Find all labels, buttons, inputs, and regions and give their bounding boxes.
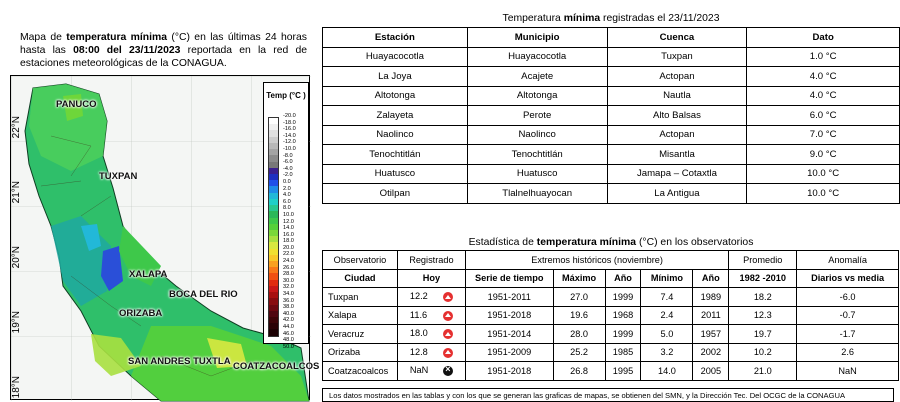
column-header: Estación xyxy=(323,28,468,48)
table-cell: -0.7 xyxy=(797,306,899,325)
table-cell: Misantla xyxy=(607,145,747,165)
table-cell: Nautla xyxy=(607,86,747,106)
group-header: Promedio xyxy=(729,251,797,270)
city-label-san-andres-tuxtla: SAN ANDRES TUXTLA xyxy=(128,356,231,367)
latitude-label: 19°N xyxy=(11,311,22,334)
table-cell: 4.0 °C xyxy=(747,67,900,87)
legend-title: Temp (°C ) xyxy=(266,91,306,100)
legend-labels xyxy=(283,113,309,350)
footnote: Los datos mostrados en las tablas y con los que se generan las graficas de mapas, se obtienen del SMN, y la Dirección Tec. Del OCGC de la CONAGUA xyxy=(322,388,894,402)
today-value: 11.6 xyxy=(409,309,428,320)
legend-label: 6.0 xyxy=(283,198,291,205)
latitude-label: 20°N xyxy=(11,246,22,269)
table-row xyxy=(323,125,900,145)
column-header: Dato xyxy=(747,28,900,48)
group-header: Anomalía xyxy=(797,251,899,270)
legend-label: 24.0 xyxy=(283,258,294,265)
latitude-label: 21°N xyxy=(11,181,22,204)
table-cell: 3.2 xyxy=(641,343,693,362)
legend-label: 50.0 xyxy=(283,343,294,350)
status-up-icon xyxy=(443,329,453,339)
table-cell: La Joya xyxy=(323,67,468,87)
legend-label: -14.0 xyxy=(283,132,296,139)
table-cell: 14.0 xyxy=(641,362,693,381)
table-cell: 10.0 °C xyxy=(747,164,900,184)
table-cell: 4.0 °C xyxy=(747,86,900,106)
group-header: Extremos históricos (noviembre) xyxy=(465,251,728,270)
table-cell: 26.8 xyxy=(553,362,605,381)
table-cell: 1951-2011 xyxy=(465,288,553,307)
column-header: Año xyxy=(605,269,641,288)
today-value: NaN xyxy=(409,365,429,376)
legend-label: -10.0 xyxy=(283,145,296,152)
table-cell: -1.7 xyxy=(797,325,899,344)
table-group-header-row xyxy=(323,251,899,270)
table-cell: 21.0 xyxy=(729,362,797,381)
table-row xyxy=(323,184,900,204)
status-up-icon xyxy=(443,311,453,321)
table-cell: 2002 xyxy=(693,343,729,362)
legend-label: -18.0 xyxy=(283,119,296,126)
table-cell: Altotonga xyxy=(467,86,607,106)
legend-label: 34.0 xyxy=(283,291,294,298)
table-cell: 19.6 xyxy=(553,306,605,325)
table-cell: Naolinco xyxy=(467,125,607,145)
table-cell xyxy=(397,306,465,325)
legend-label: 48.0 xyxy=(283,337,294,344)
table-cell: Huayacocotla xyxy=(467,47,607,67)
table-cell: Coatzacoalcos xyxy=(323,362,398,381)
table-cell: 1999 xyxy=(605,325,641,344)
status-missing-icon xyxy=(443,366,453,376)
city-label-boca-del-rio: BOCA DEL RIO xyxy=(169,289,238,300)
table-cell: Tenochtitlán xyxy=(467,145,607,165)
table-cell: 2011 xyxy=(693,306,729,325)
legend-label: 2.0 xyxy=(283,185,291,192)
table-cell: Actopan xyxy=(607,67,747,87)
table-cell: Naolinco xyxy=(323,125,468,145)
legend-label: 20.0 xyxy=(283,244,294,251)
legend-label: 26.0 xyxy=(283,264,294,271)
legend-label: 8.0 xyxy=(283,205,291,212)
table-cell: Jamapa – Cotaxtla xyxy=(607,164,747,184)
status-up-icon xyxy=(443,292,453,302)
column-header: Serie de tiempo xyxy=(465,269,553,288)
table-cell: Orizaba xyxy=(323,343,398,362)
table1-title: Temperatura mínima registradas el 23/11/2023 xyxy=(502,13,720,24)
table-row xyxy=(323,164,900,184)
table-cell: 12.3 xyxy=(729,306,797,325)
table-cell: Altotonga xyxy=(323,86,468,106)
legend-label: 4.0 xyxy=(283,192,291,199)
today-value: 12.8 xyxy=(409,346,428,357)
table-cell: 25.2 xyxy=(553,343,605,362)
legend-label: 46.0 xyxy=(283,330,294,337)
table-row xyxy=(323,145,900,165)
table-cell: 1985 xyxy=(605,343,641,362)
legend-swatch xyxy=(269,329,278,335)
legend-label: -16.0 xyxy=(283,126,296,133)
column-header: Máximo xyxy=(553,269,605,288)
legend-label: -4.0 xyxy=(283,165,293,172)
min-temperature-table xyxy=(322,27,900,204)
table-cell xyxy=(397,288,465,307)
table-cell xyxy=(397,362,465,381)
table-cell: 1995 xyxy=(605,362,641,381)
group-header: Registrado xyxy=(397,251,465,270)
legend-label: 22.0 xyxy=(283,251,294,258)
table-cell: Huatusco xyxy=(323,164,468,184)
legend-label: 42.0 xyxy=(283,317,294,324)
column-header: Hoy xyxy=(397,269,465,288)
table-cell: 1951-2014 xyxy=(465,325,553,344)
latitude-label: 18°N xyxy=(11,376,22,399)
column-header: 1982 -2010 xyxy=(729,269,797,288)
table-cell: Huatusco xyxy=(467,164,607,184)
table-cell: 6.0 °C xyxy=(747,106,900,126)
table-row xyxy=(323,67,900,87)
table-cell: Xalapa xyxy=(323,306,398,325)
today-value: 18.0 xyxy=(409,328,428,339)
legend-label: 12.0 xyxy=(283,218,294,225)
table-cell: 1989 xyxy=(693,288,729,307)
legend-label: 38.0 xyxy=(283,304,294,311)
table-cell: Acajete xyxy=(467,67,607,87)
table-cell: -6.0 xyxy=(797,288,899,307)
observatory-statistics-table xyxy=(322,250,899,381)
city-label-panuco: PANUCO xyxy=(56,99,97,110)
table-cell: Tuxpan xyxy=(607,47,747,67)
legend-label: 0.0 xyxy=(283,178,291,185)
table-cell: 1968 xyxy=(605,306,641,325)
legend-label: 36.0 xyxy=(283,297,294,304)
table-cell: Zalayeta xyxy=(323,106,468,126)
table-cell: 18.2 xyxy=(729,288,797,307)
legend-label: 14.0 xyxy=(283,225,294,232)
table2-title: Estadística de temperatura mínima (°C) en los observatorios xyxy=(468,237,754,248)
column-header: Ciudad xyxy=(323,269,398,288)
group-header: Observatorio xyxy=(323,251,398,270)
table-cell: 1951-2018 xyxy=(465,306,553,325)
status-up-icon xyxy=(443,348,453,358)
column-header: Año xyxy=(693,269,729,288)
table-cell: 1957 xyxy=(693,325,729,344)
table-cell: 28.0 xyxy=(553,325,605,344)
legend-label: -8.0 xyxy=(283,152,293,159)
legend-label: -6.0 xyxy=(283,159,293,166)
table-cell: NaN xyxy=(797,362,899,381)
table-row xyxy=(323,306,899,325)
column-header: Mínimo xyxy=(641,269,693,288)
today-value: 12.2 xyxy=(409,291,428,302)
table-row xyxy=(323,47,900,67)
table-cell: 2.4 xyxy=(641,306,693,325)
column-header: Diarios vs media xyxy=(797,269,899,288)
table-cell xyxy=(397,343,465,362)
table-cell: 9.0 °C xyxy=(747,145,900,165)
table-cell: Huayacocotla xyxy=(323,47,468,67)
table-header-row xyxy=(323,269,899,288)
legend-label: 16.0 xyxy=(283,231,294,238)
column-header: Cuenca xyxy=(607,28,747,48)
legend-label: 28.0 xyxy=(283,271,294,278)
table-row xyxy=(323,343,899,362)
table-cell: 1999 xyxy=(605,288,641,307)
table-cell: 1951-2018 xyxy=(465,362,553,381)
legend-label: -20.0 xyxy=(283,113,296,119)
table-row xyxy=(323,362,899,381)
city-label-xalapa: XALAPA xyxy=(129,269,168,280)
city-label-orizaba: ORIZABA xyxy=(119,308,163,319)
column-header: Municipio xyxy=(467,28,607,48)
legend-label: 32.0 xyxy=(283,284,294,291)
table-header-row xyxy=(323,28,900,48)
table-row xyxy=(323,86,900,106)
table-cell xyxy=(397,325,465,344)
table-cell: 10.2 xyxy=(729,343,797,362)
table-cell: Actopan xyxy=(607,125,747,145)
legend-label: 40.0 xyxy=(283,310,294,317)
legend-label: -2.0 xyxy=(283,172,293,179)
table-cell: Alto Balsas xyxy=(607,106,747,126)
table-cell: 1.0 °C xyxy=(747,47,900,67)
table-cell: Otilpan xyxy=(323,184,468,204)
table-cell: 19.7 xyxy=(729,325,797,344)
table-row xyxy=(323,106,900,126)
table-row xyxy=(323,325,899,344)
table-row xyxy=(323,288,899,307)
legend-color-bar xyxy=(268,117,279,337)
table-cell: Tuxpan xyxy=(323,288,398,307)
table-cell: 7.4 xyxy=(641,288,693,307)
temperature-map xyxy=(10,75,320,400)
legend-label: -12.0 xyxy=(283,139,296,146)
legend-label: 18.0 xyxy=(283,238,294,245)
legend-label: 10.0 xyxy=(283,211,294,218)
table-cell: 7.0 °C xyxy=(747,125,900,145)
city-label-tuxpan: TUXPAN xyxy=(99,171,138,182)
latitude-label: 22°N xyxy=(11,116,22,139)
legend-label: 44.0 xyxy=(283,324,294,330)
legend-label: 30.0 xyxy=(283,277,294,284)
map-description: Mapa de temperatura mínima (°C) en las últimas 24 horas hasta las 08:00 del 23/11/2023 reportada en la red de estaciones meteorológicas de la CONAGUA. xyxy=(20,32,308,69)
table-cell: 2005 xyxy=(693,362,729,381)
table-cell: Veracruz xyxy=(323,325,398,344)
table-cell: Perote xyxy=(467,106,607,126)
table-cell: 27.0 xyxy=(553,288,605,307)
table-cell: 2.6 xyxy=(797,343,899,362)
map-legend xyxy=(263,82,309,350)
table-cell: Tlalnelhuayocan xyxy=(467,184,607,204)
table-cell: 10.0 °C xyxy=(747,184,900,204)
table-cell: 5.0 xyxy=(641,325,693,344)
city-label-coatzacoalcos: COATZACOALCOS xyxy=(233,361,320,372)
table-cell: 1951-2009 xyxy=(465,343,553,362)
table-cell: Tenochtitlán xyxy=(323,145,468,165)
table-cell: La Antigua xyxy=(607,184,747,204)
